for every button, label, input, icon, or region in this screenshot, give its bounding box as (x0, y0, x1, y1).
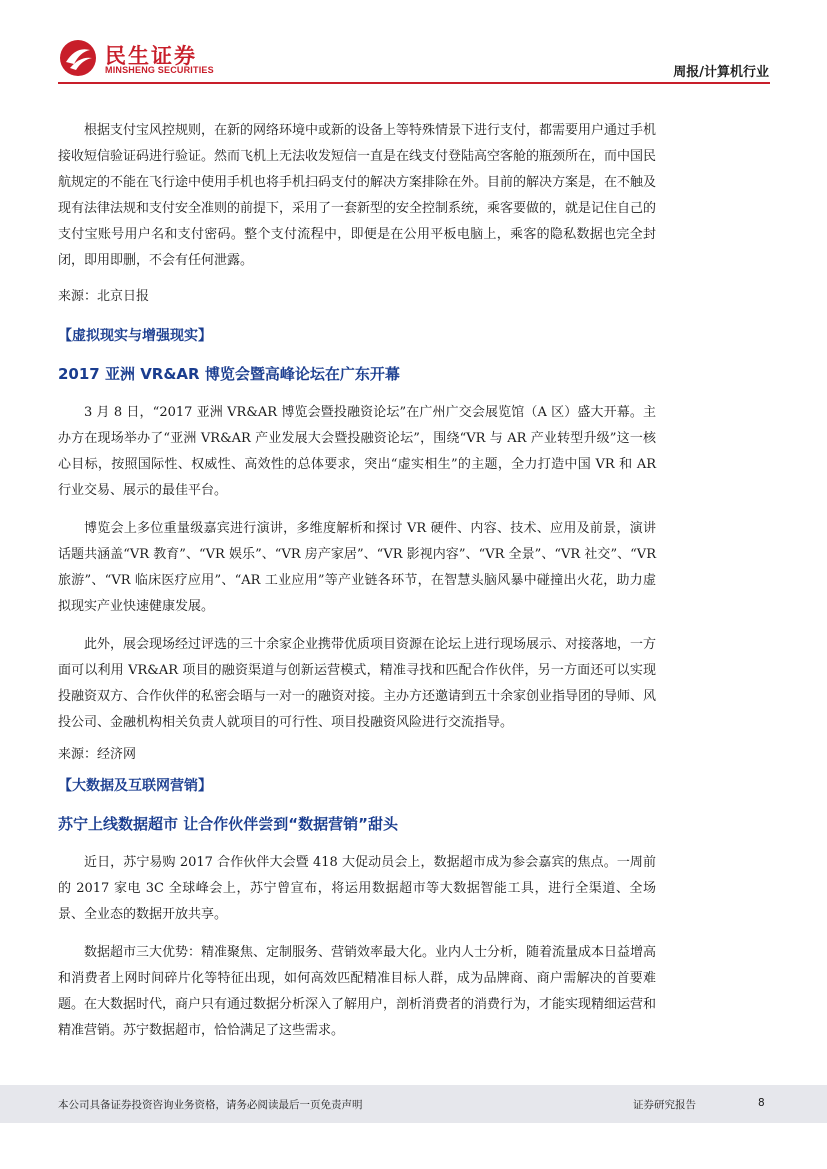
article-paragraph: 此外，展会现场经过评选的三十余家企业携带优质项目资源在论坛上进行现场展示、对接落地，一方面可以利用 VR&AR 项目的融资渠道与创新运营模式，精准寻找和匹配合作伙伴，另一方面还可以实现投融资双方、合作伙伴的私密会晤与一对一的融资对接。主办方还邀请到五十余家创业指导团的导师、风投公司、金融机构相关负责人就项目的可行性、项目投融资风险进行交流指导。 (58, 637, 657, 730)
section-heading-vr-ar: 【虚拟现实与增强现实】 (58, 328, 212, 344)
footer-label: 证券研究报告 (633, 1099, 696, 1111)
page-number: 8 (758, 1097, 765, 1109)
article-paragraph: 根据支付宝风控规则，在新的网络环境中或新的设备上等特殊情景下进行支付，都需要用户通过手机接收短信验证码进行验证。然而飞机上无法收发短信一直是在线支付登陆高空客舱的瓶颈所在，而中国民航规定的不能在飞行途中使用手机也将手机扫码支付的解决方案排除在外。目前的解决方案是，在不触及现有法律法规和支付安全准则的前提下，采用了一套新型的安全控制系统，乘客要做的，就是记住自己的支付宝账号用户名和支付密码。整个支付流程中，即便是在公用平板电脑上，乘客的隐私数据也完全封闭，即用即删，不会有任何泄露。 (58, 123, 657, 268)
report-type: 周报/计算机行业 (673, 65, 769, 80)
minsheng-logo-icon (58, 38, 98, 78)
article-source: 来源：经济网 (58, 747, 137, 762)
article-paragraph: 博览会上多位重量级嘉宾进行演讲，多维度解析和探讨 VR 硬件、内容、技术、应用及前景，演讲话题共涵盖“VR 教育”、“VR 娱乐”、“VR 房产家居”、“VR 影视内容”、“VR 全景”、“VR 社交”、“VR 旅游”、“VR 临床医疗应用”、“AR 工业应用”等产业链各环节，在智慧头脑风暴中碰撞出火花，助力虚拟现实产业快速健康发展。 (58, 521, 656, 614)
section-heading-big-data: 【大数据及互联网营销】 (58, 778, 212, 794)
article-paragraph: 数据超市三大优势：精准聚焦、定制服务、营销效率最大化。业内人士分析，随着流量成本日益增高和消费者上网时间碎片化等特征出现，如何高效匹配精准目标人群，成为品牌商、商户需解决的首要难题。在大数据时代，商户只有通过数据分析深入了解用户，剖析消费者的消费行为，才能实现精细运营和精准营销。苏宁数据超市，恰恰满足了这些需求。 (58, 945, 657, 1038)
page-header (0, 0, 827, 88)
article-source: 来源：北京日报 (58, 289, 150, 304)
logo-text-en: MINSHENG SECURITIES (105, 65, 214, 75)
article-paragraph: 近日，苏宁易购 2017 合作伙伴大会暨 418 大促动员会上，数据超市成为参会嘉宾的焦点。一周前的 2017 家电 3C 全球峰会上，苏宁曾宣布，将运用数据超市等大数据智能工具，进行全渠道、全场景、全业态的数据开放共享。 (58, 855, 656, 922)
article-title-suning: 苏宁上线数据超市 让合作伙伴尝到“数据营销”甜头 (58, 815, 398, 833)
header-divider (58, 82, 770, 84)
logo-text-cn: 民生证券 (105, 44, 197, 68)
footer-disclaimer: 本公司具备证券投资咨询业务资格，请务必阅读最后一页免责声明 (58, 1099, 363, 1111)
main-content (58, 118, 656, 1044)
article-paragraph: 3 月 8 日，“2017 亚洲 VR&AR 博览会暨投融资论坛”在广州广交会展览馆（A 区）盛大开幕。主办方在现场举办了“亚洲 VR&AR 产业发展大会暨投融资论坛”，围绕“VR 与 AR 产业转型升级”这一核心目标，按照国际性、权威性、高效性的总体要求，突出“虚实相生”的主题，全力打造中国 VR 和 AR 行业交易、展示的最佳平台。 (58, 405, 656, 498)
article-title-vr-expo: 2017 亚洲 VR&AR 博览会暨高峰论坛在广东开幕 (58, 365, 400, 383)
company-logo (58, 38, 248, 78)
